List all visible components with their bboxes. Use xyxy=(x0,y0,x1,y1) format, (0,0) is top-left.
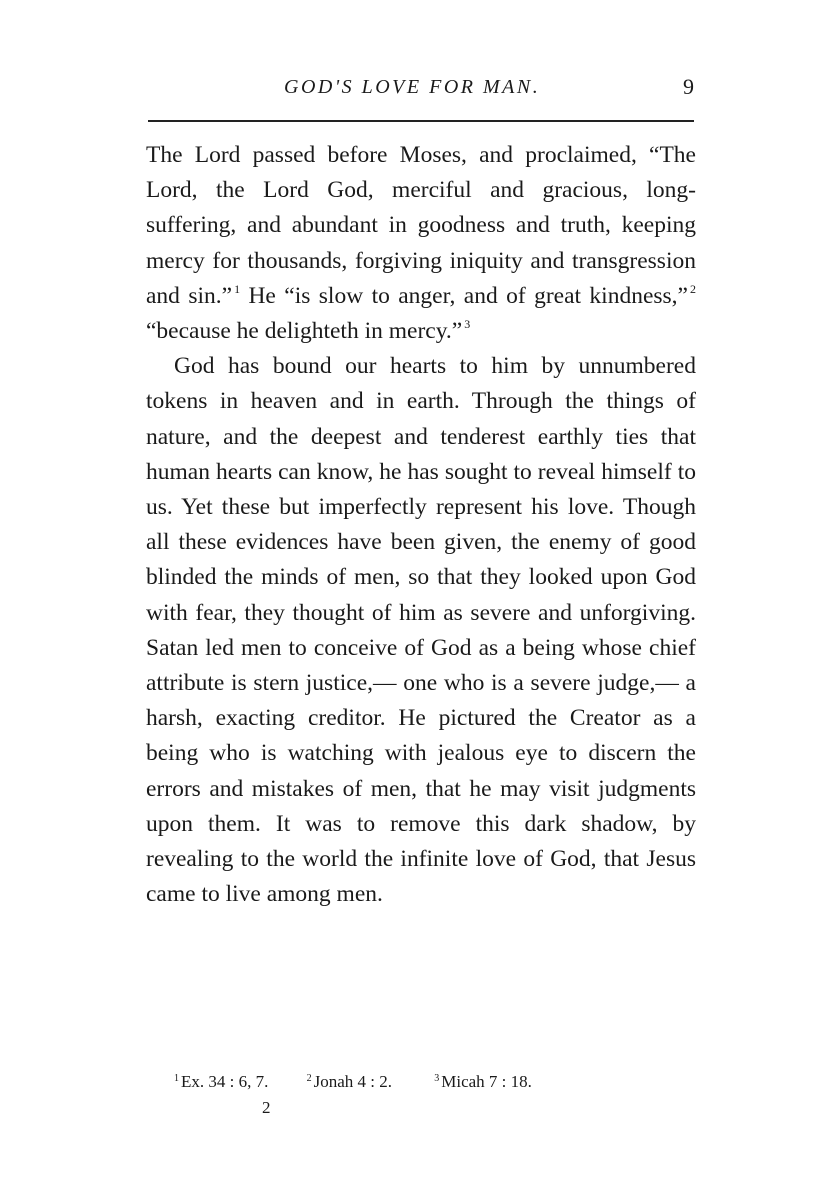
footnote-mark: 3 xyxy=(434,1073,440,1084)
footnote-ref: Ex. 34 : 6, 7. xyxy=(181,1072,269,1091)
footnote-ref-2: 2 xyxy=(690,281,696,296)
footnote-ref: Jonah 4 : 2. xyxy=(313,1072,392,1091)
page-number: 9 xyxy=(683,74,694,99)
book-page xyxy=(146,0,696,1191)
body-text xyxy=(146,138,696,912)
signature-mark: 2 xyxy=(262,1098,271,1117)
page-header xyxy=(146,72,696,106)
footnote-1 xyxy=(174,1072,268,1092)
footnote-3 xyxy=(434,1072,532,1092)
paragraph-1 xyxy=(146,138,696,349)
header-rule xyxy=(148,120,694,122)
footnote-ref-1: 1 xyxy=(234,281,241,296)
footnote-ref-3: 3 xyxy=(464,317,471,332)
paragraph-2 xyxy=(146,349,696,912)
footnote-ref: Micah 7 : 18. xyxy=(441,1072,532,1091)
footnote-2 xyxy=(307,1072,392,1092)
text-segment: The Lord passed before Moses, and proclaimed, “The Lord, the Lord God, merciful and gracious, long-suffering, and abundant in goodness and truth, keeping mercy for thousands, forgiving iniquity and transgression and sin.” xyxy=(146,142,696,309)
text-segment: God has bound our hearts to him by unnumbered tokens in heaven and in earth. Through the things of nature, and the deepest and tenderest earthly ties that human hearts can know, he has sought to reveal himself to us. Yet these but imperfectly represent his love. Though all these evidences have been given, the enemy of good blinded the minds of men, so that they looked upon God with fear, they thought of him as severe and unforgiving. Satan led men to conceive of God as a being whose chief attribute is stern justice,— one who is a severe judge,— a harsh, exacting creditor. He pictured the Creator as a being who is watching with jealous eye to discern the errors and mistakes of men, that he may visit judgments upon them. It was to remove this dark shadow, by revealing to the world the infinite love of God, that Jesus came to live among men. xyxy=(146,353,696,908)
footnotes xyxy=(174,1072,674,1092)
footnote-mark: 2 xyxy=(306,1073,312,1084)
running-title: GOD'S LOVE FOR MAN. xyxy=(284,76,541,98)
text-segment: “because he delighteth in mercy.” xyxy=(146,318,463,345)
footnote-mark: 1 xyxy=(174,1073,179,1084)
text-segment: He “is slow to anger, and of great kindness,” xyxy=(240,282,688,309)
